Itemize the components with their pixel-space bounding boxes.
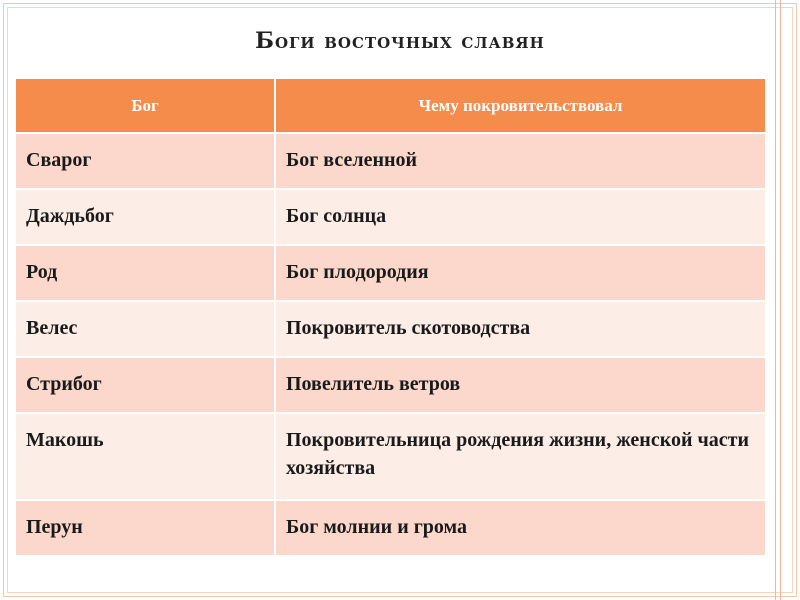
- god-domain-cell: Бог вселенной: [275, 133, 766, 189]
- table-row: [15, 500, 766, 556]
- decorative-line: [775, 0, 776, 600]
- god-domain-cell: Бог солнца: [275, 189, 766, 245]
- god-domain-cell: Бог молнии и грома: [275, 500, 766, 556]
- god-domain-cell: Повелитель ветров: [275, 357, 766, 413]
- god-domain-cell: Покровительница рождения жизни, женской части хозяйства: [275, 413, 766, 500]
- table-row: [15, 301, 766, 357]
- god-name-cell: Стрибог: [15, 357, 275, 413]
- table-row: [15, 413, 766, 500]
- gods-table: [14, 77, 767, 557]
- table-row: [15, 357, 766, 413]
- table-row: [15, 245, 766, 301]
- god-name-cell: Велес: [15, 301, 275, 357]
- column-header-domain: Чему покровительствовал: [275, 78, 766, 133]
- table-header-row: [15, 78, 766, 133]
- god-name-cell: Сварог: [15, 133, 275, 189]
- god-name-cell: Макошь: [15, 413, 275, 500]
- table-row: [15, 133, 766, 189]
- god-domain-cell: Бог плодородия: [275, 245, 766, 301]
- slide-title: Боги восточных славян: [255, 28, 545, 54]
- god-name-cell: Даждьбог: [15, 189, 275, 245]
- god-name-cell: Перун: [15, 500, 275, 556]
- column-header-god: Бог: [15, 78, 275, 133]
- god-domain-cell: Покровитель скотоводства: [275, 301, 766, 357]
- god-name-cell: Род: [15, 245, 275, 301]
- decorative-line: [780, 0, 781, 600]
- table-row: [15, 189, 766, 245]
